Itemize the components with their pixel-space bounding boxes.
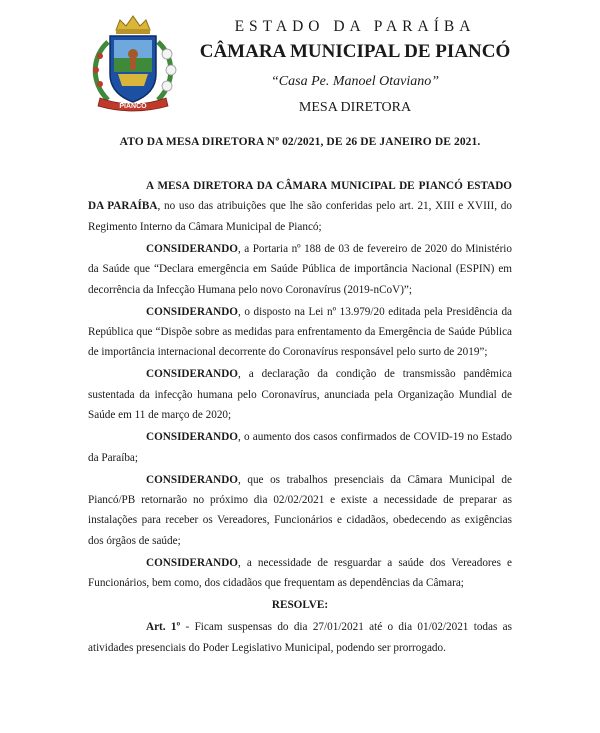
- paragraph-considerando-4: [88, 427, 512, 468]
- paragraph-text: , a declaração da condição de transmissão pandêmica sustentada da infecção humana pelo Coronavírus, anunciada pela Organização Mundial de Saúde em 11 de março de 2020;: [88, 368, 512, 422]
- article-1-text: - Ficam suspensas do dia 27/01/2021 até o dia 01/02/2021 todas as atividades presenciais do Poder Legislativo Municipal, podendo ser prorrogado.: [88, 621, 512, 654]
- considerando-label: CONSIDERANDO: [146, 242, 238, 255]
- considerando-label: CONSIDERANDO: [146, 431, 238, 444]
- paragraph-text: , a necessidade de resguardar a saúde dos Vereadores e Funcionários, bem como, dos cidadãos que frequentam as dependências da Câmara;: [88, 556, 512, 590]
- considerando-label: CONSIDERANDO: [146, 473, 238, 486]
- article-1: [88, 617, 512, 658]
- board-name: MESA DIRETORA: [298, 100, 412, 115]
- document-body: [88, 176, 512, 660]
- resolve-heading: RESOLVE:: [271, 599, 329, 612]
- preamble-text: , no uso das atribuições que lhe são conferidas pelo art. 21, XIII e XVIII, do Regimento Interno da Câmara Municipal de Piancó;: [88, 200, 512, 233]
- considerando-label: CONSIDERANDO: [146, 556, 238, 569]
- considerando-label: CONSIDERANDO: [146, 305, 238, 318]
- chamber-name: CÂMARA MUNICIPAL DE PIANCÓ: [199, 41, 511, 62]
- paragraph-considerando-5: [88, 470, 512, 552]
- municipal-seal-icon: [78, 12, 188, 116]
- paragraph-considerando-2: [88, 302, 512, 363]
- crown-shape: [116, 16, 150, 30]
- letterhead: [190, 18, 520, 117]
- considerando-label: CONSIDERANDO: [146, 368, 238, 381]
- act-title: ATO DA MESA DIRETORA Nº 02/2021, DE 26 DE JANEIRO DE 2021.: [119, 136, 481, 148]
- house-name: “Casa Pe. Manoel Otaviano”: [271, 74, 439, 89]
- paragraph-considerando-1: [88, 239, 512, 300]
- preamble-bold: A MESA DIRETORA DA CÂMARA MUNICIPAL DE PIANCÓ ESTADO DA PARAÍBA: [88, 180, 512, 213]
- paragraph-text: , que os trabalhos presenciais da Câmara Municipal de Piancó/PB retornarão no próximo dia 02/02/2021 e existe a necessidade de preparar as instalações para receber os Vereadores, Funcionários e cidadãos, obedecendo as exigências dos órgãos de saúde;: [88, 473, 512, 547]
- paragraph-text: , o aumento dos casos confirmados de COVID-19 no Estado da Paraíba;: [88, 431, 512, 464]
- state-name: ESTADO DA PARAÍBA: [234, 18, 476, 35]
- article-1-label: Art. 1º: [146, 621, 181, 634]
- paragraph-preamble: [88, 176, 512, 237]
- paragraph-text: , o disposto na Lei nº 13.979/20 editada pela Presidência da República que “Dispõe sobre as medidas para enfrentamento da Emergência de Saúde Pública de importância internacional decorrente do Coronavírus responsável pelo surto de 2019”;: [88, 305, 512, 359]
- paragraph-considerando-6: [88, 553, 512, 594]
- paragraph-text: , a Portaria nº 188 de 03 de fevereiro de 2020 do Ministério da Saúde que “Declara emergência em Saúde Pública de importância Nacional (ESPIN) em decorrência da Infecção Humana pelo novo Coronavírus (2019-nCoV)”;: [88, 242, 512, 296]
- seal-label: PIANCÓ: [119, 103, 147, 110]
- paragraph-considerando-3: [88, 364, 512, 425]
